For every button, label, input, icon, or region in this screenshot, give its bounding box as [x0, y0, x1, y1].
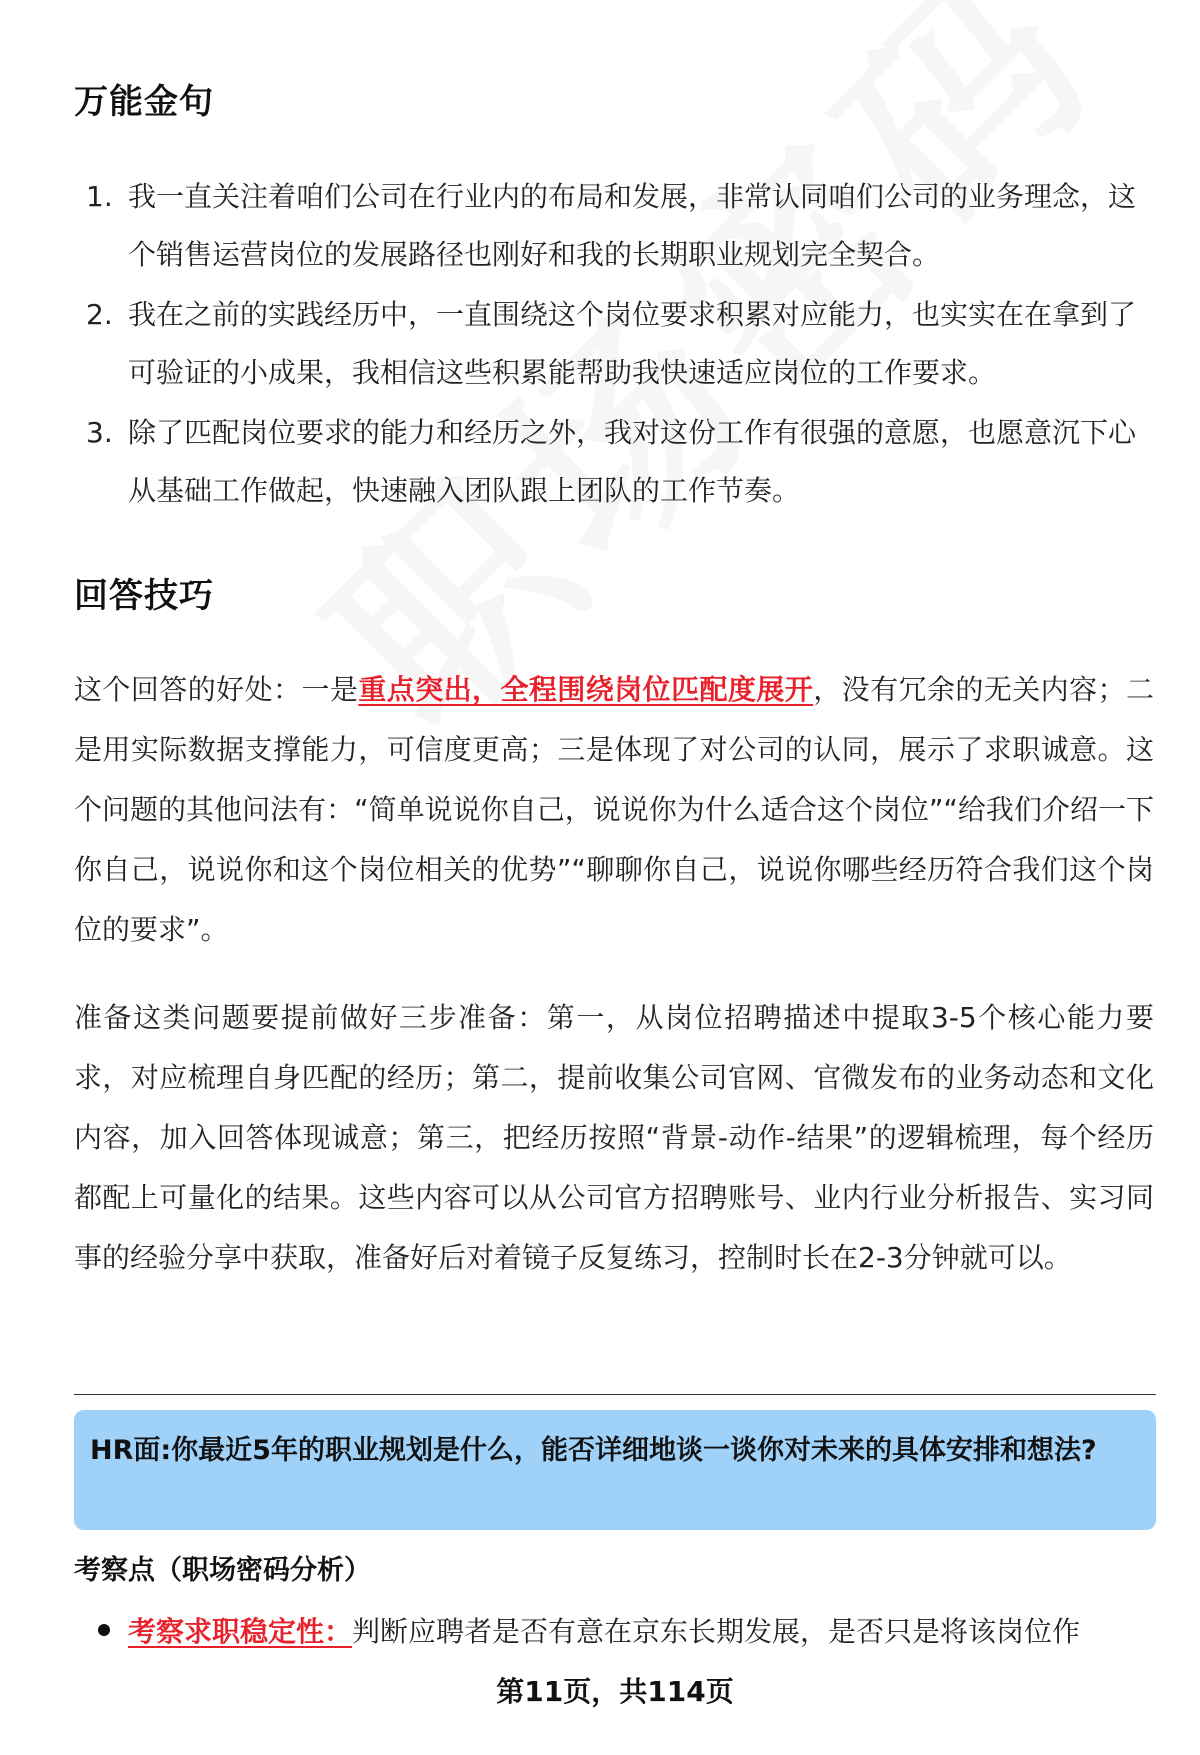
section-divider	[74, 1394, 1156, 1395]
tips-paragraph-benefits	[74, 660, 1154, 960]
list-item-text: 我一直关注着咱们公司在行业内的布局和发展，非常认同咱们公司的业务理念，这个销售运营岗位的发展路径也刚好和我的长期职业规划完全契合。	[128, 180, 1137, 271]
document-page	[74, 0, 1156, 1755]
bullet-text: 判断应聘者是否有意在京东长期发展，是否只是将该岗位作	[352, 1615, 1081, 1648]
tips-paragraph-preparation: 准备这类问题要提前做好三步准备：第一，从岗位招聘描述中提取3-5个核心能力要求，对应梳理自身匹配的经历；第二，提前收集公司官网、官微发布的业务动态和文化内容，加入回答体现诚意；第三，把经历按照“背景-动作-结果”的逻辑梳理，每个经历都配上可量化的结果。这些内容可以从公司官方招聘账号、业内行业分析报告、实习同事的经验分享中获取，准备好后对着镜子反复练习，控制时长在2-3分钟就可以。	[74, 1001, 1154, 1274]
bullet-dot-icon	[98, 1624, 110, 1636]
section-title-golden-sentences: 万能金句	[74, 82, 214, 122]
analysis-title: 考察点（职场密码分析）	[74, 1555, 371, 1586]
tips-text-after: ，没有冗余的无关内容；二是用实际数据支撑能力，可信度更高；三是体现了对公司的认同，展示了求职诚意。这个问题的其他问法有：“简单说说你自己，说说你为什么适合这个岗位”“给我们介绍一下你自己，说说你和这个岗位相关的优势”“聊聊你自己，说说你哪些经历符合我们这个岗位的要求”。	[74, 673, 1154, 946]
tips-text-before: 这个回答的好处：一是	[74, 673, 359, 706]
list-item	[74, 286, 1156, 402]
bullet-highlight: 考察求职稳定性：	[128, 1615, 353, 1648]
list-number: 2.	[86, 298, 113, 331]
list-number: 3.	[86, 416, 113, 449]
page-number: 第11页，共114页	[496, 1675, 734, 1708]
question-box	[74, 1410, 1156, 1530]
list-item-text: 除了匹配岗位要求的能力和经历之外，我对这份工作有很强的意愿，也愿意沉下心从基础工作做起，快速融入团队跟上团队的工作节奏。	[128, 416, 1137, 507]
question-text: HR面:你最近5年的职业规划是什么，能否详细地谈一谈你对未来的具体安排和想法?	[90, 1435, 1097, 1466]
golden-sentences-list	[74, 168, 1156, 522]
list-item	[74, 168, 1156, 284]
key-point-highlight: 重点突出，全程围绕岗位匹配度展开	[358, 673, 814, 706]
list-item	[74, 404, 1156, 520]
section-title-answer-tips: 回答技巧	[74, 576, 214, 616]
list-number: 1.	[86, 180, 113, 213]
list-item-text: 我在之前的实践经历中，一直围绕这个岗位要求积累对应能力，也实实在在拿到了可验证的小成果，我相信这些积累能帮助我快速适应岗位的工作要求。	[128, 298, 1137, 389]
bullet-item	[98, 1612, 1156, 1652]
